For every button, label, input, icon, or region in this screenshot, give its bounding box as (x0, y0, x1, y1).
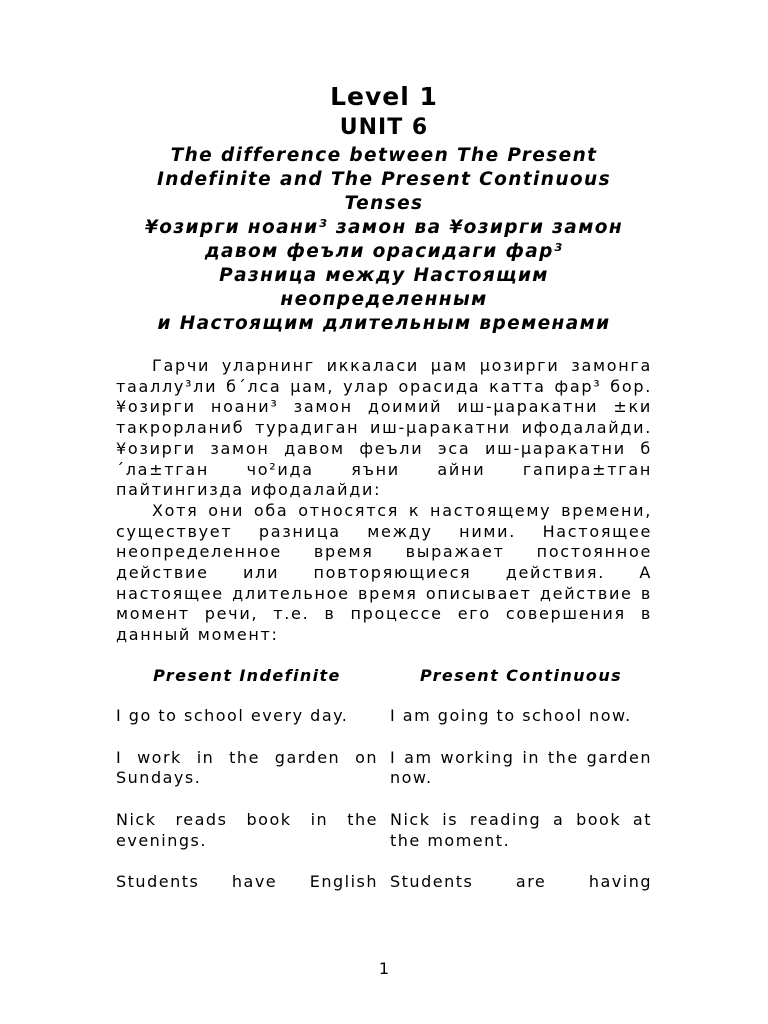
table-row (116, 872, 652, 893)
title-russian-line-1: Разница между Настоящим неопределенным (219, 265, 549, 310)
table-row (116, 810, 652, 851)
paragraph-uzbek: Гарчи уларнинг иккаласи µам µозирги замонга тааллу³ли б´лса µам, улар орасида катта фар³ бор. ¥озирги ноани³ замон доимий иш-µаракатни ±ки такрорланиб турадиган иш-µаракатни ифодалайди. ¥озирги замон давом феъли эса иш-µаракатни б´ла±тган чо²ида яъни айни гапира±тган пайтингизда ифодалайди: (116, 356, 652, 500)
indefinite-example: I work in the garden on Sundays. (116, 747, 378, 788)
title-english: The difference between The Present Indefinite and The Present Continuous Tenses (156, 145, 612, 214)
indefinite-example: Students have English (116, 872, 378, 892)
table-header-row (116, 666, 652, 686)
continuous-example: Nick is reading a book at the moment. (390, 809, 652, 850)
title-russian-line-2: и Настоящим длительным временами (157, 313, 611, 334)
continuous-example: I am working in the garden now. (390, 747, 652, 788)
continuous-example: Students are having (390, 872, 652, 892)
column-header-present-indefinite: Present Indefinite (153, 665, 341, 685)
explanation-block (116, 356, 652, 646)
table-row (116, 748, 652, 789)
document-page (116, 80, 652, 914)
unit-title: UNIT 6 (339, 115, 429, 140)
indefinite-example: Nick reads book in the evenings. (116, 809, 378, 850)
indefinite-example: I go to school every day. (116, 705, 349, 725)
tense-comparison-table (116, 666, 652, 893)
column-header-present-continuous: Present Continuous (419, 665, 623, 685)
continuous-example: I am going to school now. (390, 705, 632, 725)
page-number: 1 (378, 959, 390, 978)
title-uzbek: ¥озирги ноани³ замон ва ¥озирги замон давом феъли орасидаги фар³ (144, 217, 624, 262)
level-title: Level 1 (330, 82, 438, 111)
paragraph-russian: Хотя они оба относятся к настоящему времени, существует разница между ними. Настоящее неопределенное время выражает постоянное действие или повторяющиеся действия. А настоящее длительное время описывает действие в момент речи, т.е. в процессе его совершения в данный момент: (116, 500, 652, 645)
table-row (116, 706, 652, 727)
